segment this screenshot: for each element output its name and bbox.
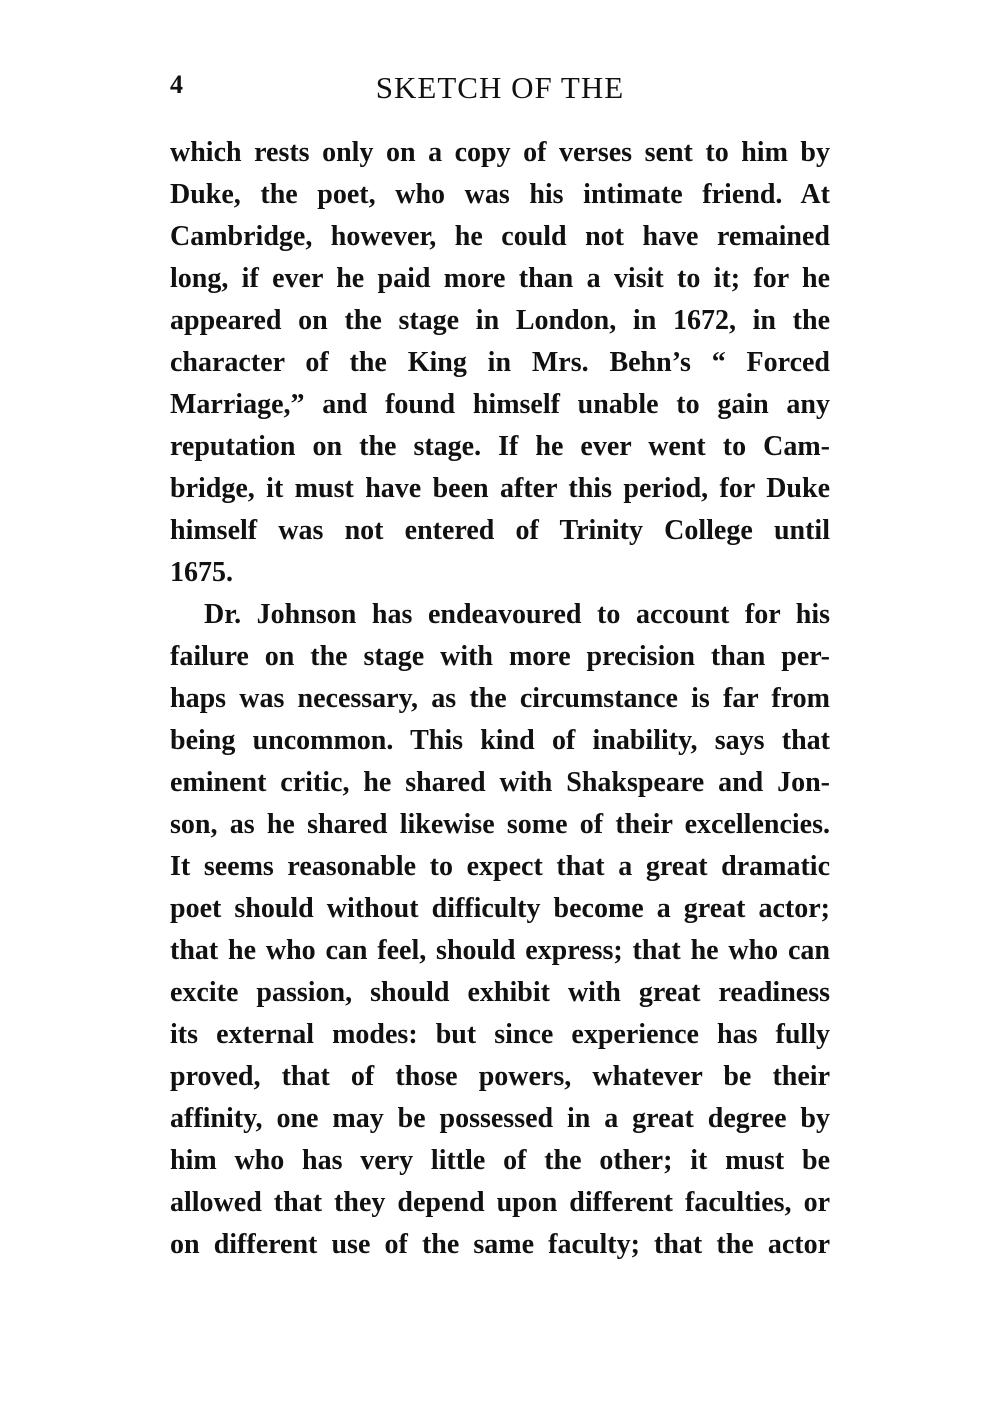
- text-line: It seems reasonable to expect that a great dramatic: [170, 851, 830, 882]
- text-line: Cambridge, however, he could not have remained: [170, 221, 830, 252]
- text-line: 1675.: [170, 557, 233, 588]
- text-line: him who has very little of the other; it must be: [170, 1145, 830, 1176]
- text-line: son, as he shared likewise some of their excellencies.: [170, 809, 830, 840]
- text-line: appeared on the stage in London, in 1672, in the: [170, 305, 830, 336]
- text-line: haps was necessary, as the circumstance is far from: [170, 683, 830, 714]
- page-header: [170, 70, 830, 110]
- body-text: [170, 132, 830, 1266]
- text-line: proved, that of those powers, whatever be their: [170, 1061, 830, 1092]
- text-line: that he who can feel, should express; that he who can: [170, 935, 830, 966]
- text-line: affinity, one may be possessed in a great degree by: [170, 1103, 830, 1134]
- text-line: Dr. Johnson has endeavoured to account for his: [204, 599, 830, 630]
- text-line: Duke, the poet, who was his intimate friend. At: [170, 179, 830, 210]
- page-number: 4: [170, 70, 183, 99]
- text-line: character of the King in Mrs. Behn’s “ Forced: [170, 347, 830, 378]
- running-title: SKETCH OF THE: [375, 70, 625, 105]
- text-line: Marriage,” and found himself unable to gain any: [170, 389, 830, 420]
- paragraph-1: [170, 132, 830, 594]
- text-line: reputation on the stage. If he ever went to Cam-: [170, 431, 830, 462]
- text-line: its external modes: but since experience has fully: [170, 1019, 830, 1050]
- paragraph-2: [170, 594, 830, 1266]
- text-line: excite passion, should exhibit with great readiness: [170, 977, 830, 1008]
- text-line: poet should without difficulty become a great actor;: [170, 893, 830, 924]
- text-line: failure on the stage with more precision than per-: [170, 641, 830, 672]
- text-line: on different use of the same faculty; that the actor: [170, 1229, 830, 1260]
- text-line: eminent critic, he shared with Shakspeare and Jon-: [170, 767, 830, 798]
- text-line: himself was not entered of Trinity College until: [170, 515, 830, 546]
- text-line: long, if ever he paid more than a visit to it; for he: [170, 263, 830, 294]
- text-line: allowed that they depend upon different faculties, or: [170, 1187, 830, 1218]
- text-line: bridge, it must have been after this period, for Duke: [170, 473, 830, 504]
- text-line: which rests only on a copy of verses sent to him by: [170, 137, 830, 168]
- text-line: being uncommon. This kind of inability, says that: [170, 725, 830, 756]
